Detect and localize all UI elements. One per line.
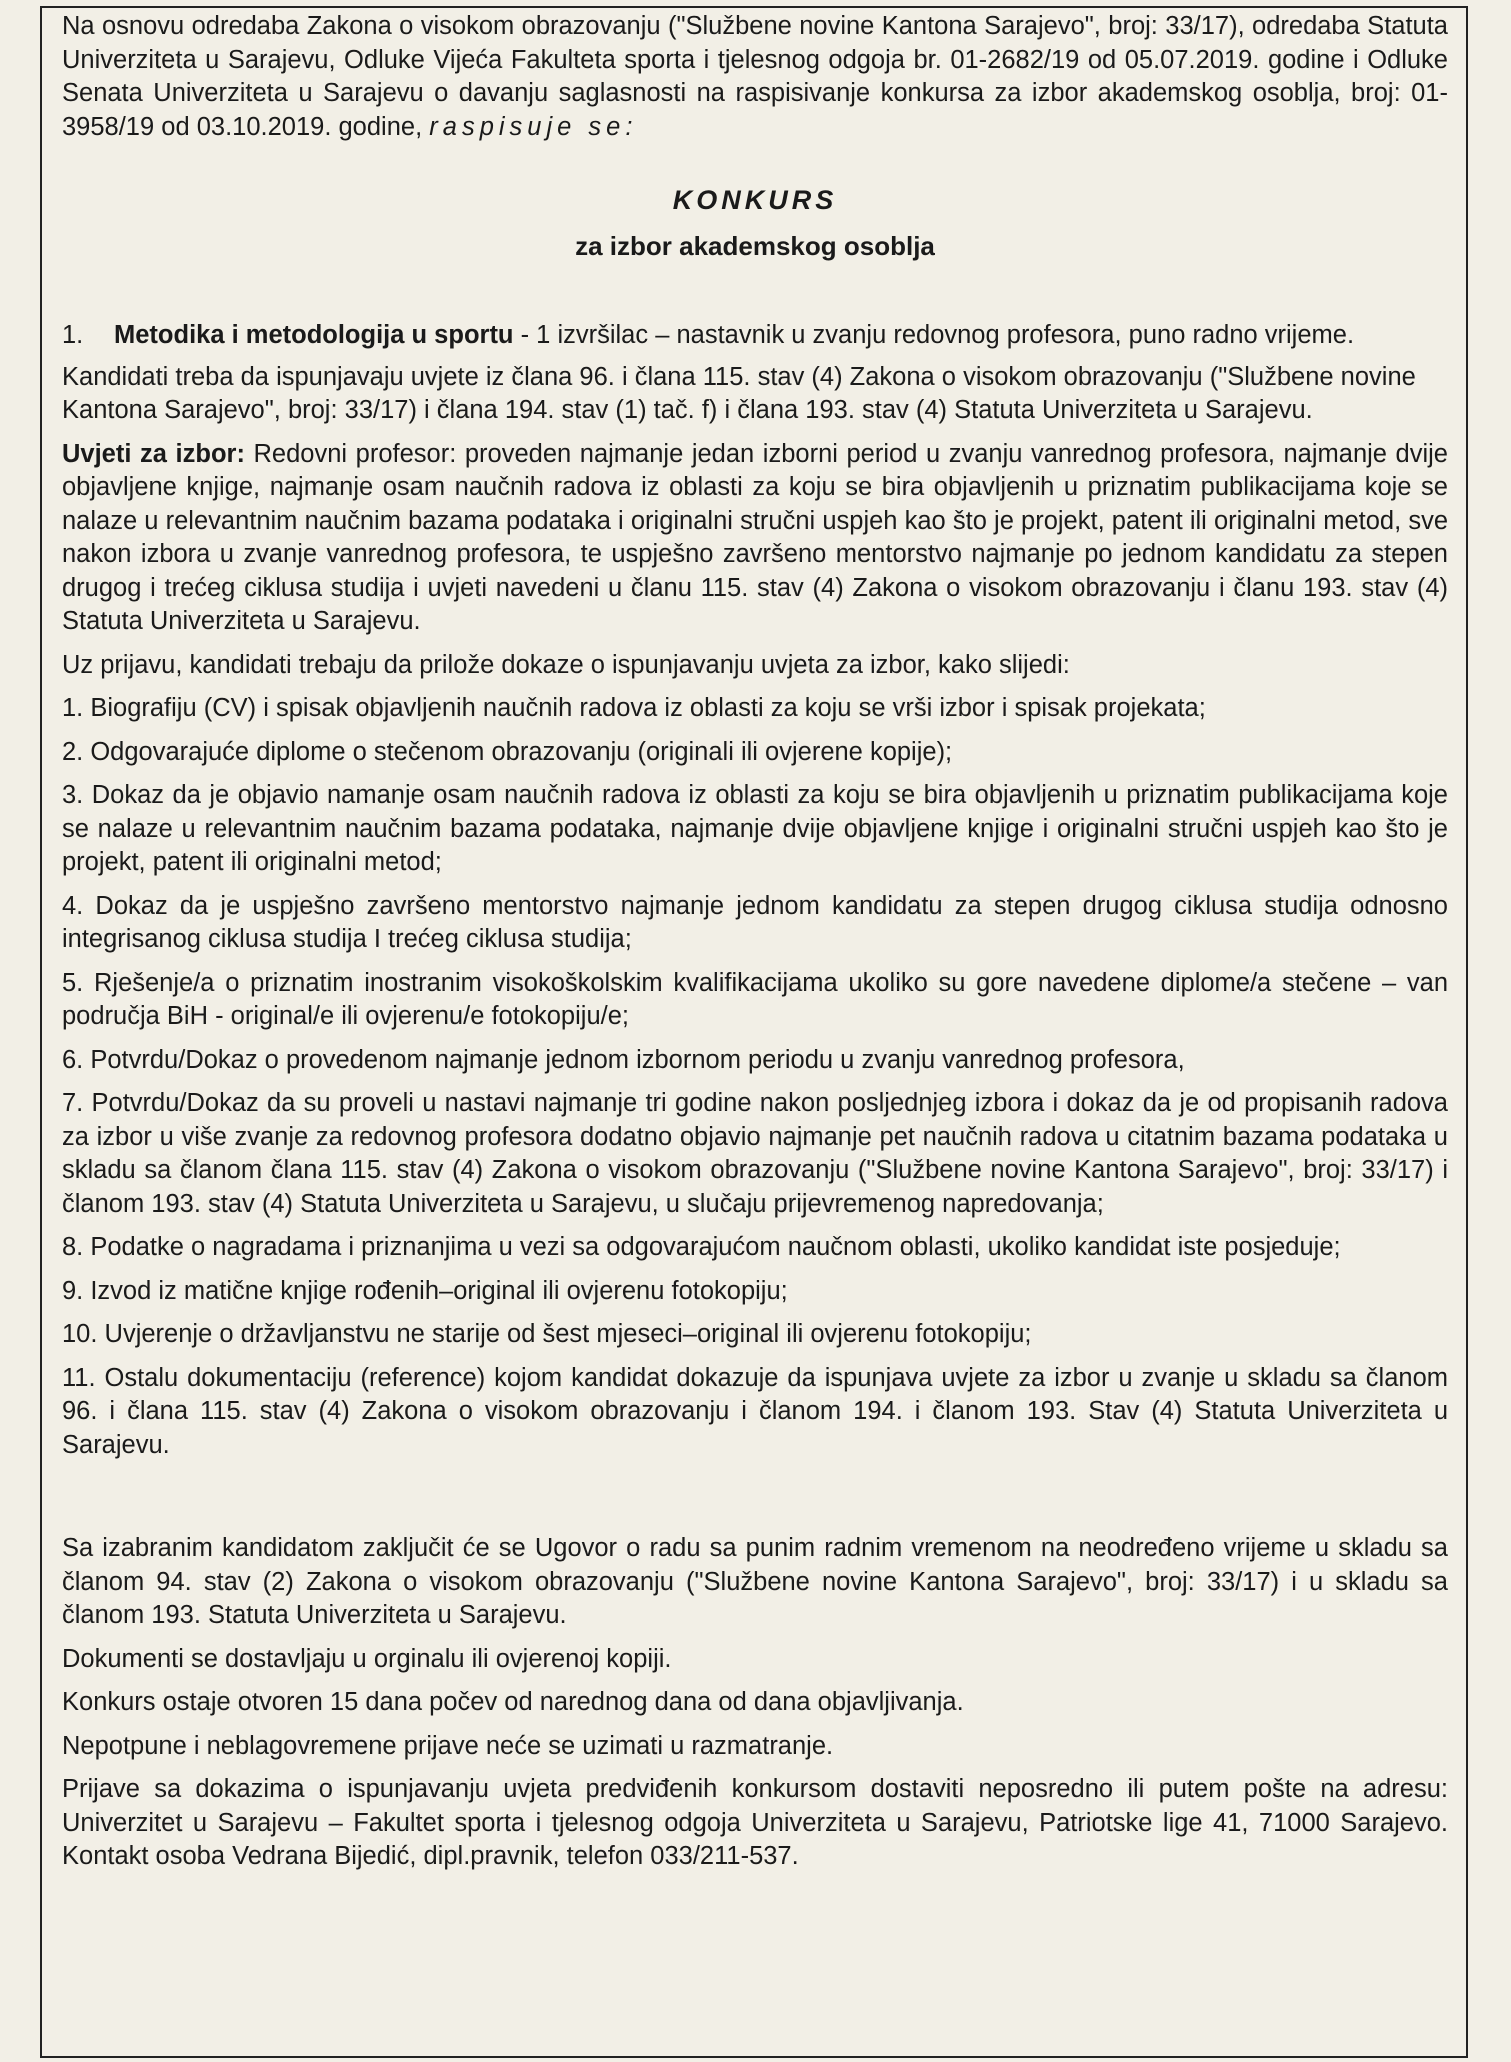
list-item: 2. Odgovarajuće diplome o stečenom obrazovanju (originali ili ovjerene kopije); [62, 737, 953, 766]
position-number: 1. [62, 321, 84, 349]
documents-intro: Uz prijavu, kandidati trebaju da prilože dokaze o ispunjavanju uvjeta za izbor, kako slijedi: [62, 650, 1070, 679]
conditions-label: Uvjeti za izbor: [62, 439, 245, 468]
candidates-paragraph: Kandidati treba da ispunjavaju uvjete iz člana 96. i člana 115. stav (4) Zakona o visokom obrazovanju ("Službene novine Kantona Sarajevo", broj: 33/17) i člana 194. stav (1) tač. f) i člana 193. stav (4) Statuta Univerziteta u Sarajevu. [62, 362, 1416, 424]
announce-text: raspisuje se: [429, 112, 638, 141]
list-item: 3. Dokaz da je objavio namanje osam naučnih radova iz oblasti za koju se bira objavljenih u priznatim publikacijama koje se nalaze u relevantnim naučnim bazama podataka, najmanje dvije objavljene knjige i originalni stručni uspjeh kao što je projekt, patent ili originalni metod; [62, 781, 1448, 876]
conditions-text: Redovni profesor: proveden najmanje jedan izborni period u zvanju vanrednog profesora, najmanje dvije objavljene knjige, najmanje osam naučnih radova iz oblasti za koju se bira objavljenih u priznatim publikacijama koje se nalaze u relevantnim naučnim bazama podataka i originalni stručni uspjeh kao što je projekt, patent ili originalni metod, sve nakon izbora u zvanje vanrednog profesora, te uspješno završeno mentorstvo najmanje po jednom kandidatu za stepen drugog i trećeg ciklusa studija i uvjeti navedeni u članu 115. stav (4) Zakona o visokom obrazovanju i članu 193. stav (4) Statuta Univerziteta u Sarajevu. [62, 439, 1448, 635]
list-item: 5. Rješenje/a o priznatim inostranim visokoškolskim kvalifikacijama ukoliko su gore navedene diplome/a stečene – van područja BiH - original/e ili ovjerenu/e fotokopiju/e; [62, 968, 1448, 1030]
position-item [62, 319, 1448, 353]
document-body [62, 6, 1448, 1874]
list-item: 10. Uvjerenje o državljanstvu ne starije od šest mjeseci–original ili ovjerenu fotokopiju; [62, 1320, 1032, 1348]
incomplete-note: Nepotpune i neblagovremene prijave neće se uzimati u razmatranje. [62, 1731, 834, 1760]
list-item: 8. Podatke o nagradama i priznanjima u vezi sa odgovarajućom naučnom oblasti, ukoliko kandidat iste posjeduje; [62, 1233, 1341, 1261]
documents-note: Dokumenti se dostavljaju u orginalu ili ovjerenoj kopiji. [62, 1644, 672, 1673]
intro-paragraph [62, 10, 1448, 144]
contract-paragraph: Sa izabranim kandidatom zaključit će se Ugovor o radu sa punim radnim vremenom na neodređeno vrijeme u skladu sa članom 94. stav (2) Zakona o visokom obrazovanju ("Službene novine Kantona Sarajevo", broj: 33/17) i u skladu sa članom 193. Statuta Univerziteta u Sarajevu. [62, 1534, 1448, 1629]
deadline-note: Konkurs ostaje otvoren 15 dana počev od narednog dana od dana objavljivanja. [62, 1688, 964, 1716]
position-details: - 1 izvršilac – nastavnik u zvanju redovnog profesora, puno radno vrijeme. [513, 321, 1355, 349]
conditions-paragraph [62, 438, 1448, 639]
intro-text: Na osnovu odredaba Zakona o visokom obrazovanju ("Službene novine Kantona Sarajevo", broj: 33/17), odredaba Statuta Univerziteta u Sarajevu, Odluke Vijeća Fakulteta sporta i tjelesnog odgoja br. 01-2682/19 od 05.07.2019. godine i Odluke Senata Univerziteta u Sarajevu o davanju saglasnosti na raspisivanje konkursa za izbor akademskog osoblja, broj: 01-3958/19 od 03.10.2019. godine, [62, 12, 1448, 141]
requirements-list [62, 692, 1448, 1462]
list-item: 7. Potvrdu/Dokaz da su proveli u nastavi najmanje tri godine nakon posljednjeg izbora i dokaz da je od propisanih radova za izbor u više zvanje za redovnog profesora dodatno objavio najmanje pet naučnih radova u citatnim bazama podataka u skladu sa članom člana 115. stav (4) Zakona o visokom obrazovanju ("Službene novine Kantona Sarajevo", broj: 33/17) i članom 193. stav (4) Statuta Univerziteta u Sarajevu, u slučaju prijevremenog napredovanja; [62, 1089, 1448, 1218]
list-item: 6. Potvrdu/Dokaz o provedenom najmanje jednom izbornom periodu u zvanju vanrednog profesora, [62, 1045, 1185, 1074]
position-name: Metodika i metodologija u sportu [114, 321, 514, 349]
list-item: 9. Izvod iz matične knjige rođenih–original ili ovjerenu fotokopiju; [62, 1276, 788, 1305]
submission-paragraph: Prijave sa dokazima o ispunjavanju uvjeta predviđenih konkursom dostaviti neposredno ili putem pošte na adresu: Univerzitet u Sarajevu – Fakultet sporta i tjelesnog odgoja Univerziteta u Sarajevu, Patriotske lige 41, 71000 Sarajevo. Kontakt osoba Vedrana Bijedić, dipl.pravnik, telefon 033/211-537. [62, 1775, 1448, 1870]
list-item: 11. Ostalu dokumentaciju (reference) kojom kandidat dokazuje da ispunjava uvjete za izbor u zvanje u skladu sa članom 96. i člana 115. stav (4) Zakona o visokom obrazovanju i članom 194. i članom 193. Stav (4) Statuta Univerziteta u Sarajevu. [62, 1363, 1448, 1459]
list-item: 4. Dokaz da je uspješno završeno mentorstvo najmanje jednom kandidatu za stepen drugog ciklusa studija odnosno integrisanog ciklusa studija I trećeg ciklusa studija; [62, 891, 1448, 953]
page-subtitle: za izbor akademskog osoblja [575, 230, 935, 261]
list-item: 1. Biografiju (CV) i spisak objavljenih naučnih radova iz oblasti za koju se vrši izbor i spisak projekata; [62, 694, 1206, 722]
page-title: KONKURS [672, 185, 838, 215]
